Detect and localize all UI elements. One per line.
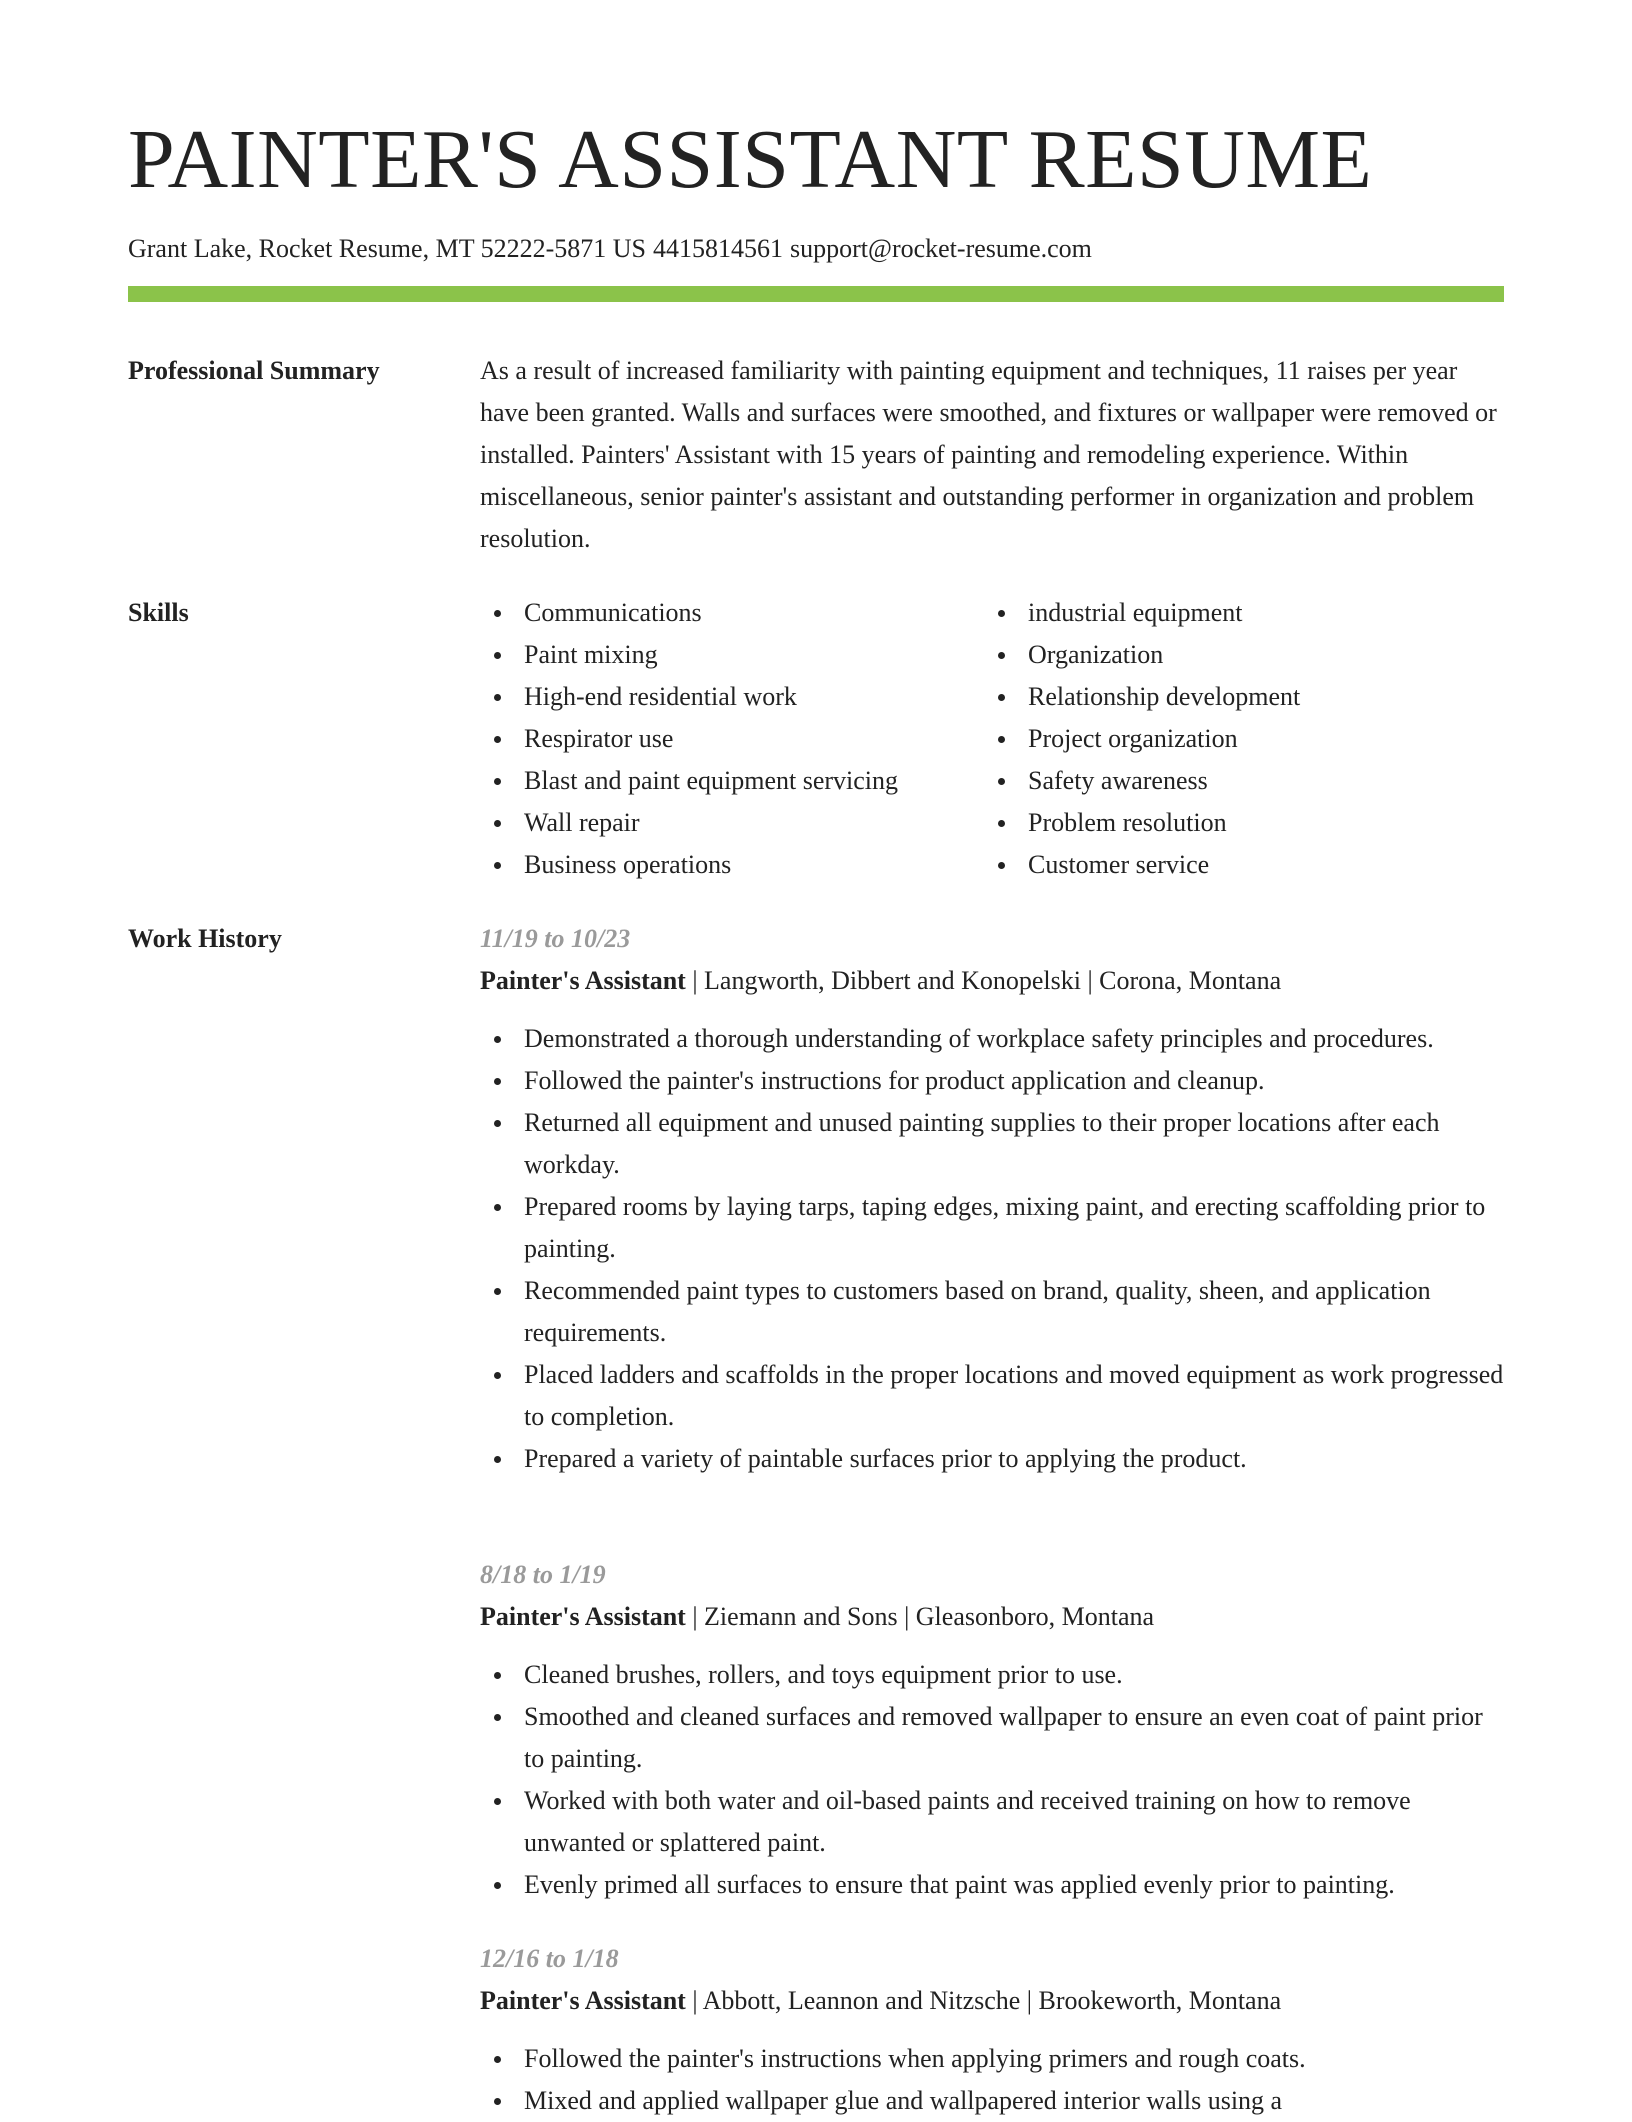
skill-item: Organization <box>984 634 1300 676</box>
skill-item: Project organization <box>984 718 1300 760</box>
job-bullet: Mixed and applied wallpaper glue and wallpapered interior walls using a <box>480 2080 1504 2122</box>
skills-body <box>480 592 1504 886</box>
job-title: Painter's Assistant <box>480 966 686 995</box>
skill-item: Business operations <box>480 844 984 886</box>
job-dates: 11/19 to 10/23 <box>480 924 631 953</box>
job-entry <box>480 1554 1504 1906</box>
skill-item: Respirator use <box>480 718 984 760</box>
job-bullet: Followed the painter's instructions for product application and cleanup. <box>480 1060 1504 1102</box>
skill-item: industrial equipment <box>984 592 1300 634</box>
job-entry <box>480 1938 1504 2122</box>
job-bullet-list <box>480 1654 1504 1906</box>
skill-item: Wall repair <box>480 802 984 844</box>
job-entry <box>480 918 1504 1480</box>
job-bullet: Demonstrated a thorough understanding of workplace safety principles and procedures. <box>480 1018 1504 1060</box>
skills-label: Skills <box>128 598 189 627</box>
skill-item: Customer service <box>984 844 1300 886</box>
job-bullet-list <box>480 2038 1504 2122</box>
job-bullet: Prepared a variety of paintable surfaces prior to applying the product. <box>480 1438 1504 1480</box>
contact-phone: 4415814561 <box>653 234 783 263</box>
accent-divider <box>128 286 1504 302</box>
skills-right-list <box>984 592 1300 886</box>
job-bullet: Followed the painter's instructions when applying primers and rough coats. <box>480 2038 1504 2080</box>
work-history-label: Work History <box>128 924 282 953</box>
job-bullet: Returned all equipment and unused painting supplies to their proper locations after each workday. <box>480 1102 1504 1186</box>
job-employer-location: | Ziemann and Sons | Gleasonboro, Montana <box>685 1602 1155 1631</box>
skill-item: High-end residential work <box>480 676 984 718</box>
job-bullet: Cleaned brushes, rollers, and toys equipment prior to use. <box>480 1654 1504 1696</box>
job-title: Painter's Assistant <box>480 1602 686 1631</box>
skills-left-list <box>480 592 984 886</box>
job-title: Painter's Assistant <box>480 1986 686 2015</box>
job-heading <box>480 1980 1504 2022</box>
job-employer-location: | Abbott, Leannon and Nitzsche | Brookeworth, Montana <box>685 1986 1282 2015</box>
job-dates: 8/18 to 1/19 <box>480 1560 606 1589</box>
job-bullet: Evenly primed all surfaces to ensure that paint was applied evenly prior to painting. <box>480 1864 1504 1906</box>
job-dates: 12/16 to 1/18 <box>480 1944 619 1973</box>
skill-item: Relationship development <box>984 676 1300 718</box>
job-bullet-list <box>480 1018 1504 1480</box>
job-heading <box>480 1596 1504 1638</box>
summary-label: Professional Summary <box>128 356 380 385</box>
job-bullet: Recommended paint types to customers based on brand, quality, sheen, and application requirements. <box>480 1270 1504 1354</box>
job-employer-location: | Langworth, Dibbert and Konopelski | Corona, Montana <box>685 966 1282 995</box>
skill-item: Problem resolution <box>984 802 1300 844</box>
resume-title: PAINTER'S ASSISTANT RESUME <box>128 113 1373 206</box>
summary-body <box>480 350 1504 560</box>
job-bullet: Smoothed and cleaned surfaces and removed wallpaper to ensure an even coat of paint prior to painting. <box>480 1696 1504 1780</box>
contact-address: Grant Lake, Rocket Resume, MT 52222-5871 US <box>128 234 646 263</box>
skill-item: Blast and paint equipment servicing <box>480 760 984 802</box>
skill-item: Paint mixing <box>480 634 984 676</box>
job-bullet: Worked with both water and oil-based paints and received training on how to remove unwanted or splattered paint. <box>480 1780 1504 1864</box>
contact-email: support@rocket-resume.com <box>790 234 1092 263</box>
job-bullet: Placed ladders and scaffolds in the proper locations and moved equipment as work progressed to completion. <box>480 1354 1504 1438</box>
skill-item: Safety awareness <box>984 760 1300 802</box>
summary-text: As a result of increased familiarity with painting equipment and techniques, 11 raises per year have been granted. Walls and surfaces were smoothed, and fixtures or wallpaper were removed or installed. Painters' Assistant with 15 years of painting and remodeling experience. Within miscellaneous, senior painter's assistant and outstanding performer in organization and problem resolution. <box>480 356 1497 553</box>
skill-item: Communications <box>480 592 984 634</box>
job-heading <box>480 960 1504 1002</box>
job-bullet: Prepared rooms by laying tarps, taping edges, mixing paint, and erecting scaffolding prior to painting. <box>480 1186 1504 1270</box>
contact-line <box>128 233 1092 265</box>
